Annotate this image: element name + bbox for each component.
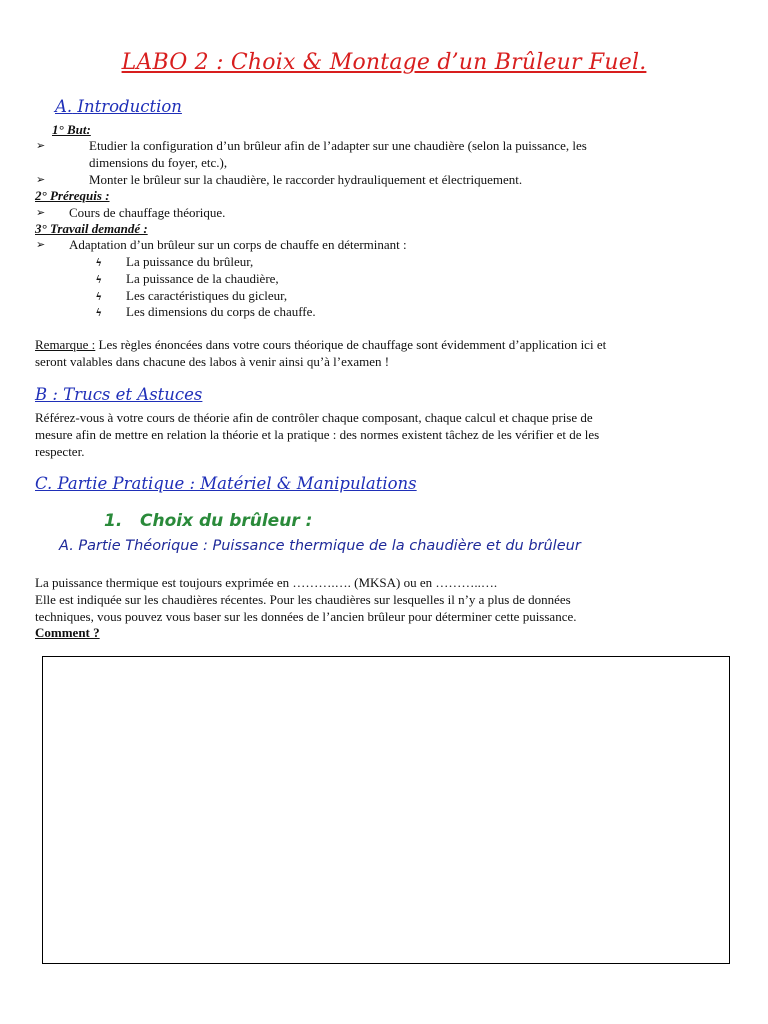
travail-subitem-1: La puissance du brûleur, [126, 254, 254, 269]
section-c-line-1: La puissance thermique est toujours exprimée en ……….…. (MKSA) ou en ………..…. [35, 575, 498, 590]
travail-label: 3° Travail demandé : [35, 221, 148, 236]
travail-item: Adaptation d’un brûleur sur un corps de chauffe en déterminant : [69, 237, 407, 252]
lightning-bullet-icon: ϟ [96, 255, 102, 269]
but-item-1-cont: dimensions du foyer, etc.), [89, 155, 228, 170]
remarque-label: Remarque : [35, 337, 96, 352]
but-item-1: Etudier la configuration d’un brûleur afin de l’adapter sur une chaudière (selon la puissance, les [89, 138, 587, 153]
travail-subitem-2: La puissance de la chaudière, [126, 271, 279, 286]
lightning-bullet-icon: ϟ [96, 272, 102, 286]
section-b-line-2: mesure afin de mettre en relation la théorie et la pratique : des normes existent tâchez de les vérifier et de les [35, 427, 600, 442]
travail-subitem-3: Les caractéristiques du gicleur, [126, 288, 288, 303]
section-b-line-1: Référez-vous à votre cours de théorie afin de contrôler chaque composant, chaque calcul et chaque prise de [35, 410, 593, 425]
lightning-bullet-icon: ϟ [96, 305, 102, 319]
sub-heading-partie-theorique: A. Partie Théorique : Puissance thermique de la chaudière et du brûleur [59, 538, 581, 554]
but-label: 1° But: [52, 122, 91, 137]
but-item-2: Monter le brûleur sur la chaudière, le raccorder hydrauliquement et électriquement. [89, 172, 523, 187]
prerequis-item: Cours de chauffage théorique. [69, 205, 226, 220]
section-c-heading: C. Partie Pratique : Matériel & Manipulations [35, 474, 417, 493]
prerequis-label: 2° Prérequis : [35, 188, 110, 203]
arrow-bullet-icon: ➢ [36, 140, 46, 152]
comment-label: Comment ? [35, 625, 100, 640]
section-a-heading [55, 97, 182, 116]
remarque-line-1 [35, 337, 735, 354]
section-a-title: Introduction [77, 97, 182, 116]
section-b-line-3: respecter. [35, 444, 85, 459]
section-c-line-3: techniques, vous pouvez vous baser sur les données de l’ancien brûleur pour déterminer cette puissance. [35, 609, 577, 624]
section-b-heading: B : Trucs et Astuces [35, 385, 203, 404]
sub-heading-choix-bruleur: 1. Choix du brûleur : [104, 511, 313, 531]
remarque-line-2: seront valables dans chacune des labos à venir ainsi qu’à l’examen ! [35, 354, 390, 369]
travail-subitem-4: Les dimensions du corps de chauffe. [126, 304, 316, 319]
section-a-letter: A. [55, 97, 73, 116]
document-title: LABO 2 : Choix & Montage d’un Brûleur Fuel. [121, 50, 647, 75]
arrow-bullet-icon: ➢ [36, 174, 46, 186]
section-c-line-2: Elle est indiquée sur les chaudières récentes. Pour les chaudières sur lesquelles il n’y a plus de données [35, 592, 571, 607]
arrow-bullet-icon: ➢ [36, 239, 46, 251]
arrow-bullet-icon: ➢ [36, 207, 46, 219]
remarque-text: Les règles énoncées dans votre cours théorique de chauffage sont évidemment d’application ici et [98, 337, 607, 352]
lightning-bullet-icon: ϟ [96, 289, 102, 303]
answer-box[interactable] [42, 656, 730, 964]
